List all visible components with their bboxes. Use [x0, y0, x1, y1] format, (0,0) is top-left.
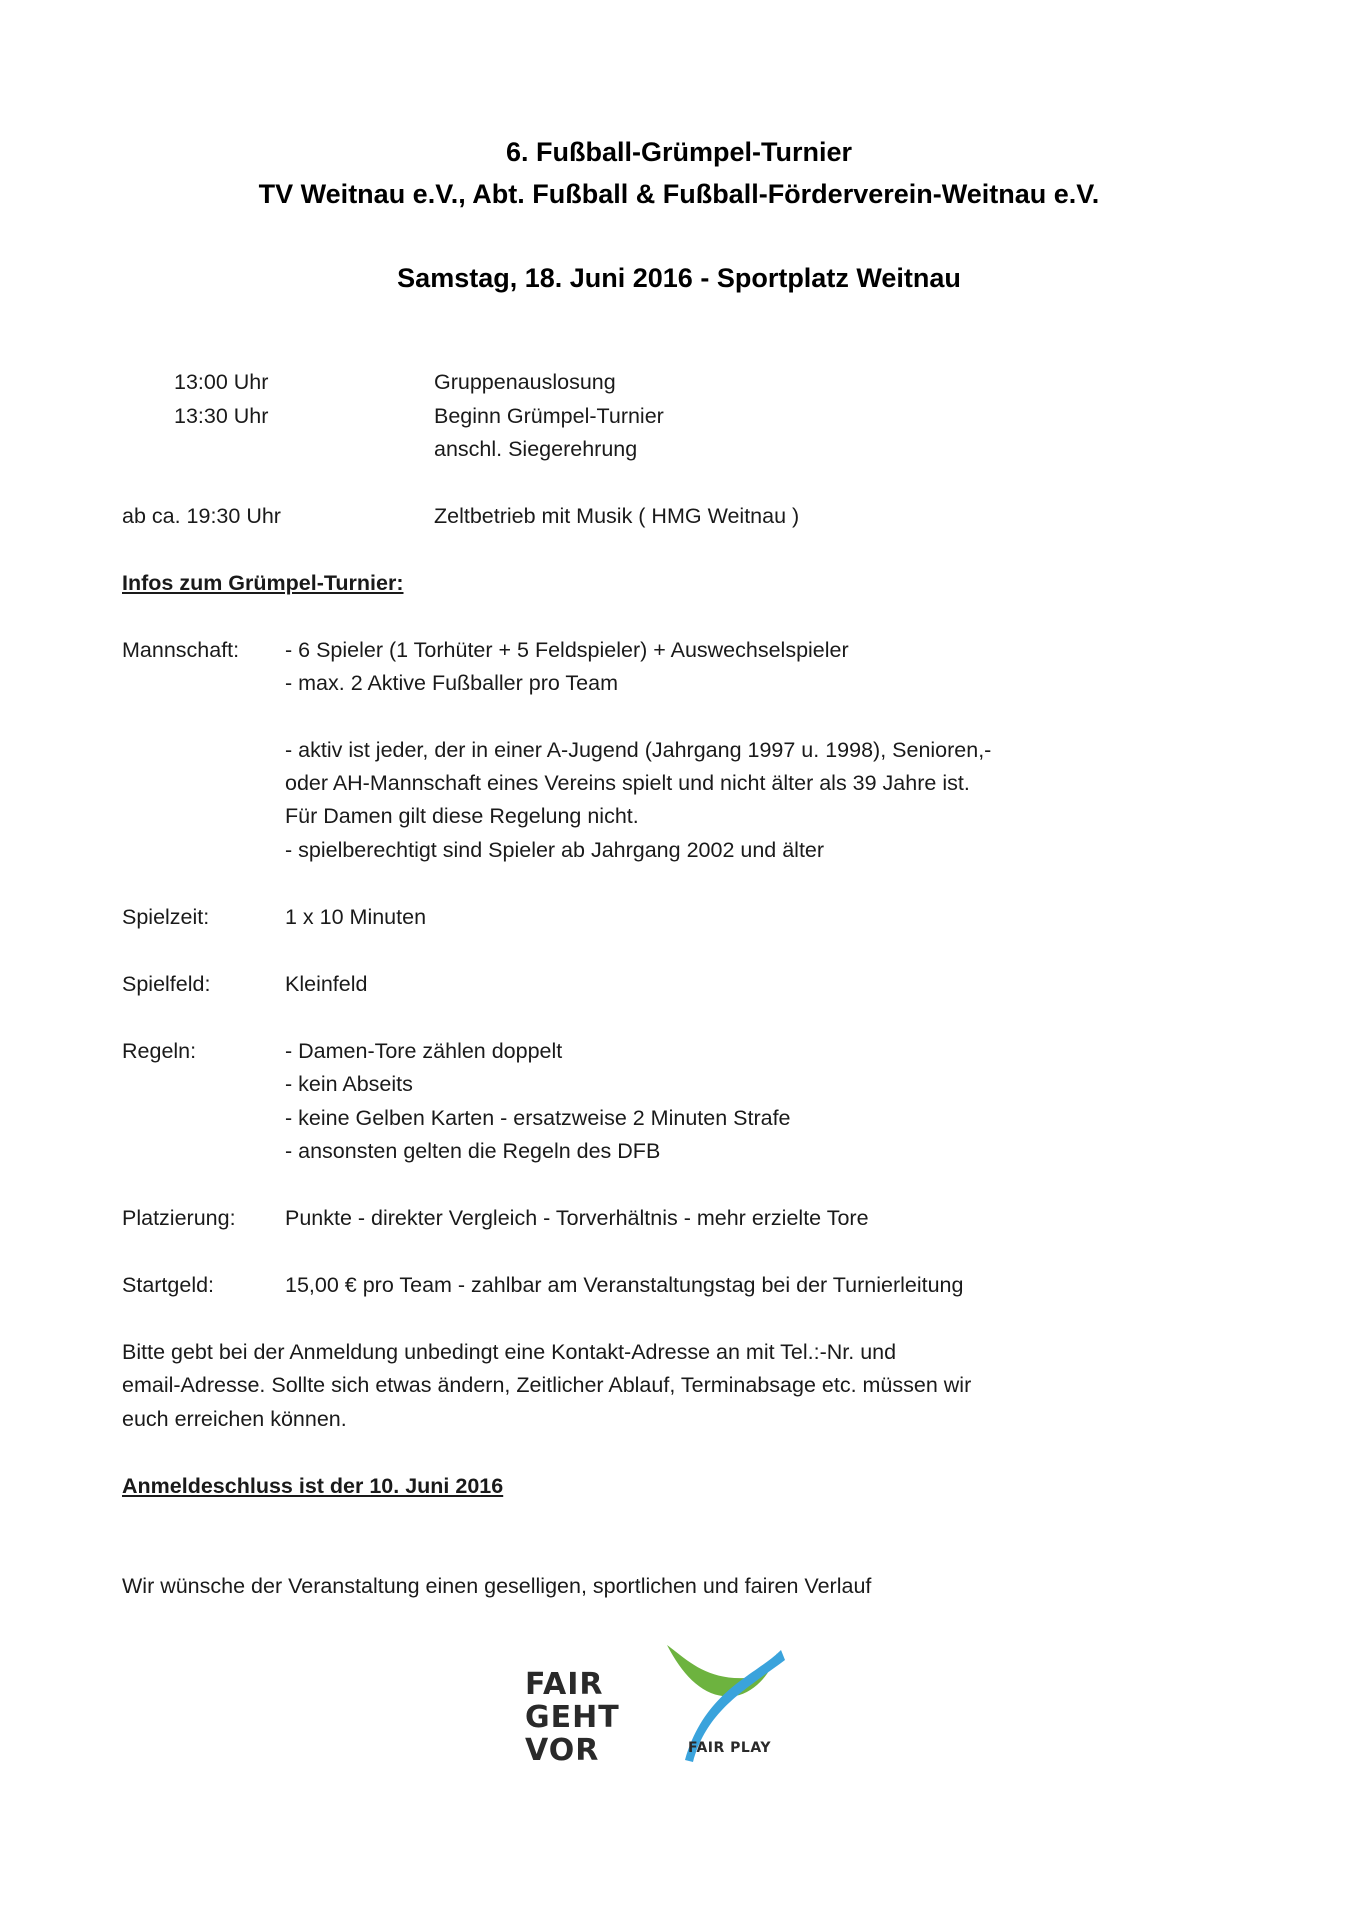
spielfeld-label: Spielfeld:	[122, 972, 211, 996]
schedule-time: 13:30 Uhr	[174, 404, 269, 428]
mannschaft-line: - spielberechtigt sind Spieler ab Jahrgang 2002 und älter	[285, 838, 825, 862]
regeln-line: - ansonsten gelten die Regeln des DFB	[285, 1139, 661, 1163]
mannschaft-line: - 6 Spieler (1 Torhüter + 5 Feldspieler) + Auswechselspieler	[285, 638, 849, 662]
contact-line: Bitte gebt bei der Anmeldung unbedingt eine Kontakt-Adresse an mit Tel.:-Nr. und	[122, 1340, 897, 1364]
fair-geht-vor-wordmark: FAIR GEHT VOR	[525, 1667, 620, 1768]
schedule-time: ab ca. 19:30 Uhr	[122, 504, 281, 528]
mannschaft-label: Mannschaft:	[122, 638, 240, 662]
page-title: 6. Fußball-Grümpel-Turnier	[505, 137, 853, 167]
fair-play-logo	[525, 1640, 795, 1780]
schedule-event: Gruppenauslosung	[434, 370, 616, 394]
spielzeit-label: Spielzeit:	[122, 905, 210, 929]
fair-play-swoosh-icon	[645, 1640, 795, 1780]
platzierung-value: Punkte - direkter Vergleich - Torverhältnis - mehr erzielte Tore	[285, 1206, 869, 1230]
closing-text: Wir wünsche der Veranstaltung einen geselligen, sportlichen und fairen Verlauf	[122, 1574, 872, 1598]
regeln-line: - kein Abseits	[285, 1072, 413, 1096]
date-location: Samstag, 18. Juni 2016 - Sportplatz Weitnau	[397, 263, 961, 293]
organizer-line: TV Weitnau e.V., Abt. Fußball & Fußball-Förderverein-Weitnau e.V.	[258, 179, 1100, 209]
regeln-label: Regeln:	[122, 1039, 197, 1063]
startgeld-value: 15,00 € pro Team - zahlbar am Veranstaltungstag bei der Turnierleitung	[285, 1273, 964, 1297]
contact-line: euch erreichen können.	[122, 1407, 347, 1431]
mannschaft-line: oder AH-Mannschaft eines Vereins spielt und nicht älter als 39 Jahre ist.	[285, 771, 970, 795]
startgeld-label: Startgeld:	[122, 1273, 215, 1297]
deadline-notice: Anmeldeschluss ist der 10. Juni 2016	[122, 1474, 504, 1498]
platzierung-label: Platzierung:	[122, 1206, 236, 1230]
spielzeit-value: 1 x 10 Minuten	[285, 905, 427, 929]
fair-play-label: FAIR PLAY	[688, 1740, 771, 1756]
schedule-time: 13:00 Uhr	[174, 370, 269, 394]
schedule-event: Zeltbetrieb mit Musik ( HMG Weitnau )	[434, 504, 800, 528]
schedule-event: anschl. Siegerehrung	[434, 437, 638, 461]
regeln-line: - keine Gelben Karten - ersatzweise 2 Minuten Strafe	[285, 1106, 791, 1130]
schedule-event: Beginn Grümpel-Turnier	[434, 404, 664, 428]
contact-line: email-Adresse. Sollte sich etwas ändern, Zeitlicher Ablauf, Terminabsage etc. müssen wir	[122, 1373, 972, 1397]
spielfeld-value: Kleinfeld	[285, 972, 368, 996]
mannschaft-line: - aktiv ist jeder, der in einer A-Jugend (Jahrgang 1997 u. 1998), Senioren,-	[285, 738, 992, 762]
mannschaft-line: Für Damen gilt diese Regelung nicht.	[285, 804, 639, 828]
infos-heading: Infos zum Grümpel-Turnier:	[122, 571, 404, 595]
regeln-line: - Damen-Tore zählen doppelt	[285, 1039, 563, 1063]
mannschaft-line: - max. 2 Aktive Fußballer pro Team	[285, 671, 618, 695]
